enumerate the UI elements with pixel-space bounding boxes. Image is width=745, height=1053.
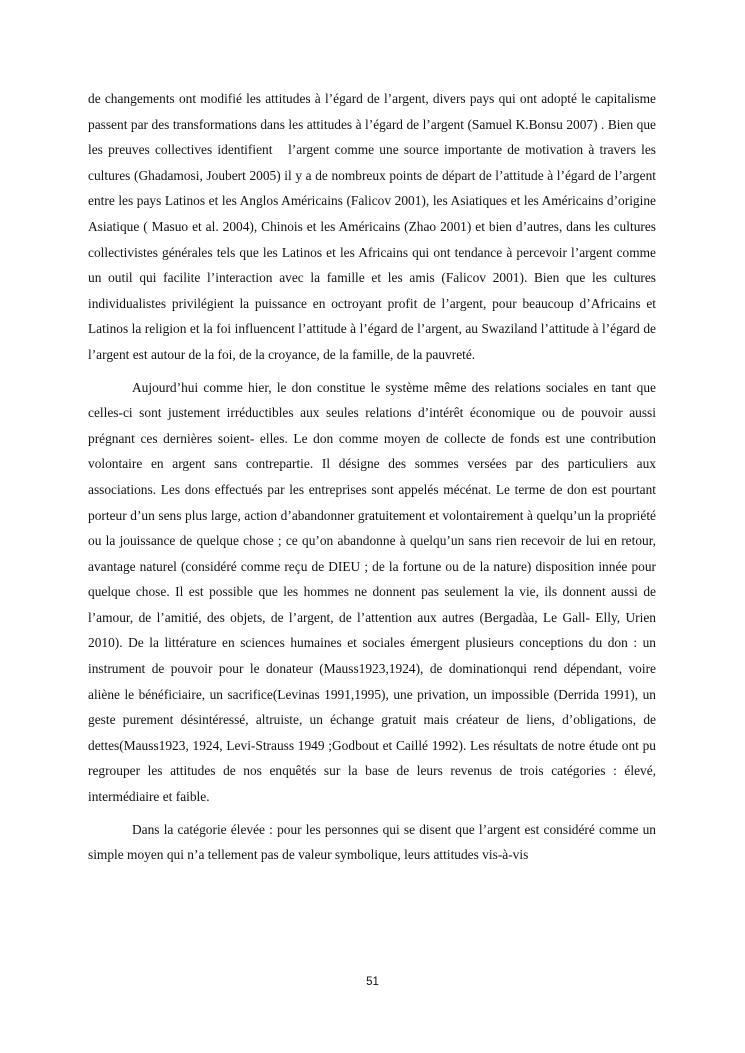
- body-text: [88, 86, 656, 875]
- page-number: 51: [366, 976, 379, 988]
- paragraph-1: de changements ont modifié les attitudes à l’égard de l’argent, divers pays qui ont adopté le capitalisme passent par des transformations dans les attitudes à l’égard de l’argent (Samuel K.Bonsu 2007) . Bien que les preuves collectives identifient l’argent comme une source importante de motivation à travers les cultures (Ghadamosi, Joubert 2005) il y a de nombreux points de départ de l’attitude à l’égard de l’argent entre les pays Latinos et les Anglos Américains (Falicov 2001), les Asiatiques et les Américains d’origine Asiatique ( Masuo et al. 2004), Chinois et les Américains (Zhao 2001) et bien d’autres, dans les cultures collectivistes générales tels que les Latinos et les Africains qui ont tendance à percevoir l’argent comme un outil qui facilite l’interaction avec la famille et les amis (Falicov 2001). Bien que les cultures individualistes privilégient la puissance en octroyant profit de l’argent, pour beaucoup d’Africains et Latinos la religion et la foi influencent l’attitude à l’égard de l’argent, au Swaziland l’attitude à l’égard de l’argent est autour de la foi, de la croyance, de la famille, de la pauvreté.: [88, 91, 656, 362]
- paragraph-2: Aujourd’hui comme hier, le don constitue le système même des relations sociales en tant que celles-ci sont justement irréductibles aux seules relations d’intérêt économique ou de pouvoir aussi prégnant ces dernières soient- elles. Le don comme moyen de collecte de fonds est une contribution volontaire en argent sans contrepartie. Il désigne des sommes versées par des particuliers aux associations. Les dons effectués par les entreprises sont appelés mécénat. Le terme de don est pourtant porteur d’un sens plus large, action d’abandonner gratuitement et volontairement à quelqu’un la propriété ou la jouissance de quelque chose ; ce qu’on abandonne à quelqu’un sans rien recevoir de lui en retour, avantage naturel (considéré comme reçu de DIEU ; de la fortune ou de la nature) disposition innée pour quelque chose. Il est possible que les hommes ne donnent pas seulement la vie, ils donnent aussi de l’amour, de l’amitié, des objets, de l’argent, de l’attention aux autres (Bergadàa, Le Gall- Elly, Urien 2010). De la littérature en sciences humaines et sociales émergent plusieurs conceptions du don : un instrument de pouvoir pour le donateur (Mauss1923,1924), de dominationqui rend dépendant, voire aliène le bénéficiaire, un sacrifice(Levinas 1991,1995), une privation, un impossible (Derrida 1991), un geste purement désintéressé, altruiste, un échange gratuit mais créateur de liens, d’obligations, de dettes(Mauss1923, 1924, Levi-Strauss 1949 ;Godbout et Caillé 1992). Les résultats de notre étude ont pu regrouper les attitudes de nos enquêtés sur la base de leurs revenus de trois catégories : élevé, intermédiaire et faible.: [88, 379, 656, 805]
- paragraph-3: Dans la catégorie élevée : pour les personnes qui se disent que l’argent est considéré comme un simple moyen qui n’a tellement pas de valeur symbolique, leurs attitudes vis-à-vis: [88, 821, 656, 863]
